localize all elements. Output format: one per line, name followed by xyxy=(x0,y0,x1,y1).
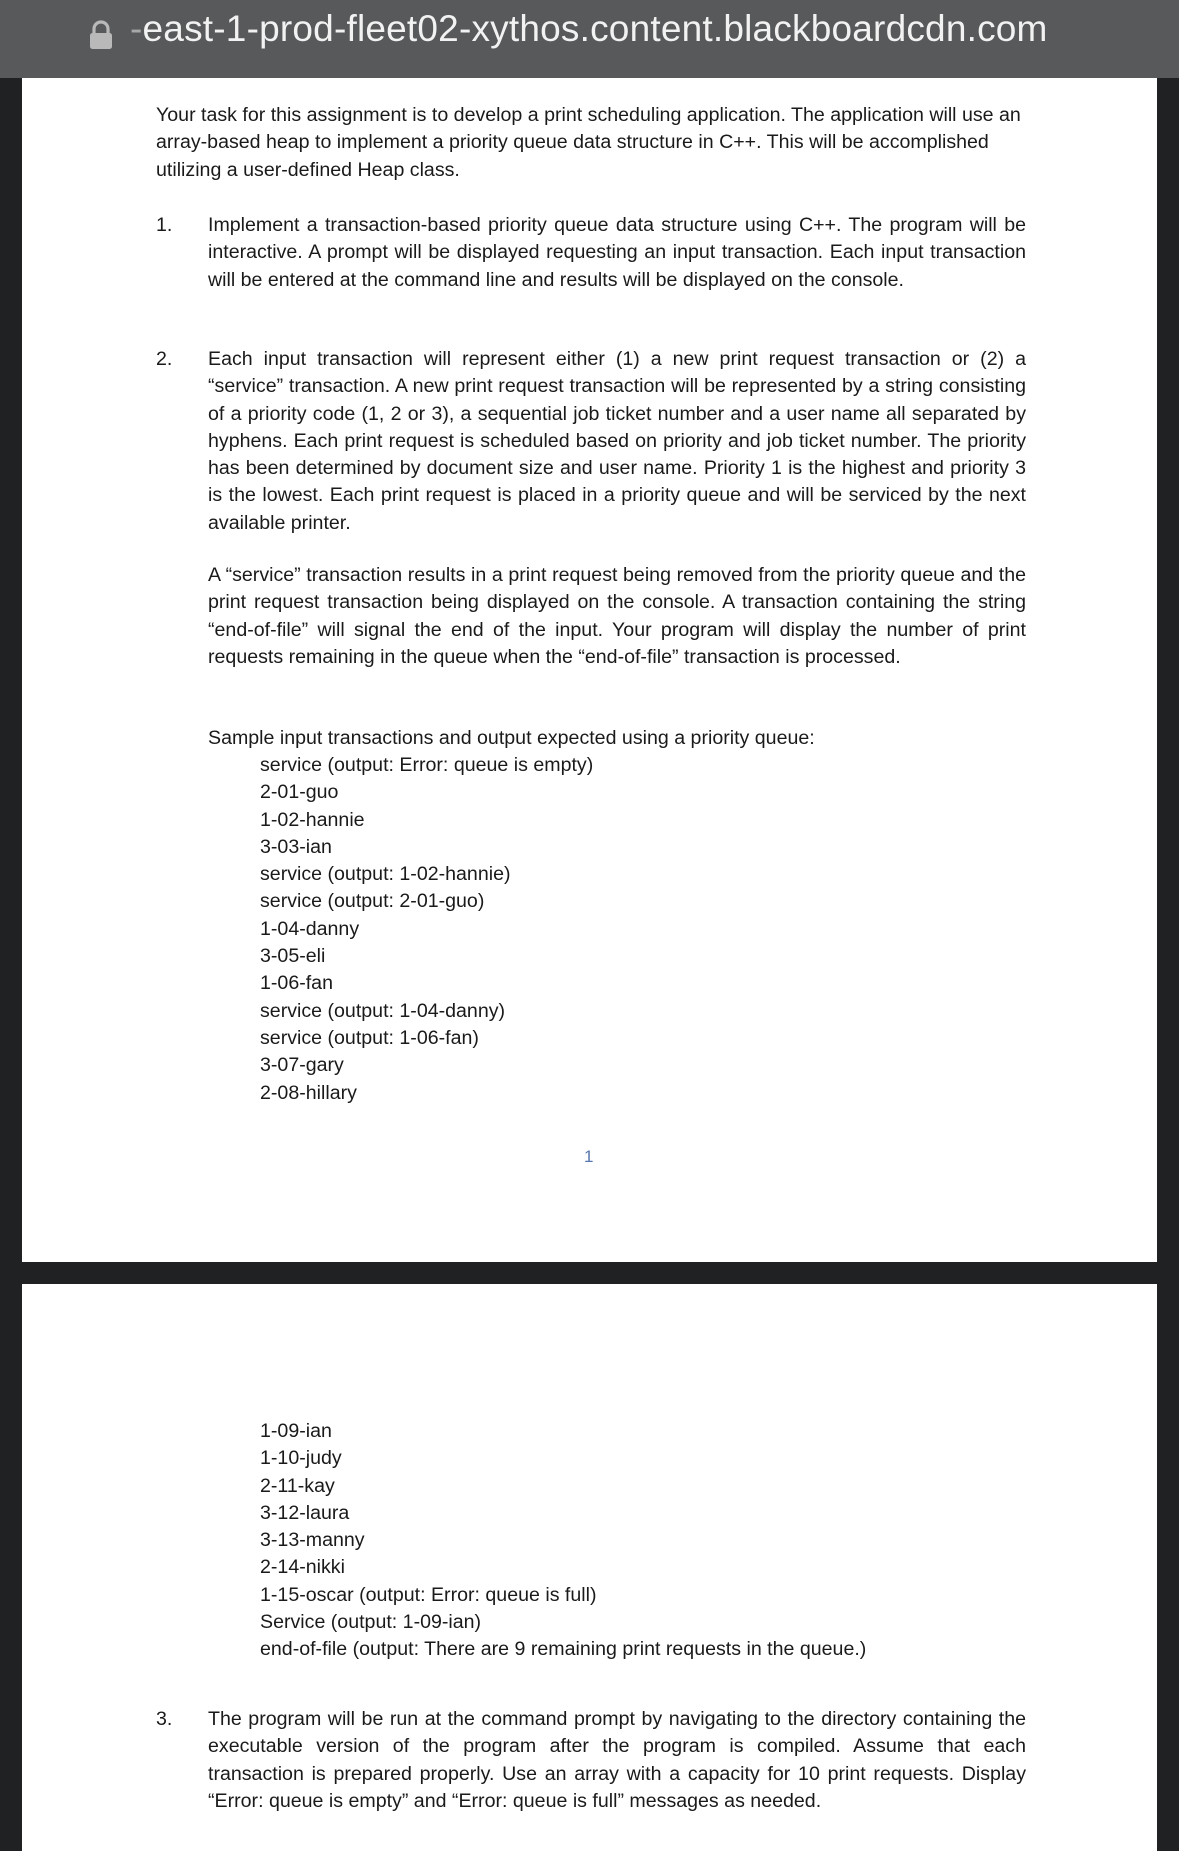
sample-line: 2-14-nikki xyxy=(260,1556,345,1579)
list-item-number: 1. xyxy=(156,214,173,236)
sample-list-page-1 xyxy=(260,752,1060,1107)
sample-line: 1-02-hannie xyxy=(260,808,365,831)
sample-line: 1-15-oscar (output: Error: queue is full) xyxy=(260,1583,597,1606)
url-text[interactable] xyxy=(130,8,1048,50)
sample-line: 3-05-eli xyxy=(260,945,326,968)
url-host: east-1-prod-fleet02-xythos.content.blackboardcdn.com xyxy=(142,8,1048,49)
sample-line: service (output: 1-04-danny) xyxy=(260,999,506,1022)
sample-line: 3-12-laura xyxy=(260,1501,350,1524)
url-prefix: - xyxy=(130,8,143,49)
list-item-text: Implement a transaction-based priority queue data structure using C++. The program will be interactive. A prompt will be displayed requesting an input transaction. Each input transaction will be entered at the command line and results will be displayed on the console. xyxy=(208,214,1026,291)
sample-line: end-of-file (output: There are 9 remaining print requests in the queue.) xyxy=(260,1638,867,1661)
intro-paragraph: Your task for this assignment is to develop a print scheduling application. The application will use an array-based heap to implement a priority queue data structure in C++. This will be accomplished utilizing a user-defined Heap class. xyxy=(156,104,1021,181)
document-page-2 xyxy=(22,1284,1157,1851)
sample-line: 3-03-ian xyxy=(260,835,332,858)
sample-line: 1-10-judy xyxy=(260,1447,342,1470)
sample-list-page-2 xyxy=(260,1418,1080,1664)
lock-icon xyxy=(88,20,114,50)
service-paragraph: A “service” transaction results in a print request being removed from the priority queue and the print request transaction being displayed on the console. A transaction containing the string “end-of-file” will signal the end of the input. Your program will display the number of print requests remaining in the queue when the “end-of-file” transaction is processed. xyxy=(208,564,1026,668)
sample-heading: Sample input transactions and output expected using a priority queue: xyxy=(208,727,815,749)
sample-line: service (output: Error: queue is empty) xyxy=(260,754,594,776)
sample-line: service (output: 2-01-guo) xyxy=(260,890,485,913)
list-item-text: Each input transaction will represent either (1) a new print request transaction or (2) a “service” transaction. A new print request transaction will be represented by a string consisting of a priority code (1, 2 or 3), a sequential job ticket number and a user name all separated by hyphens. Each print request is scheduled based on priority and job ticket number. The priority has been determined by document size and user name. Priority 1 is the highest and priority 3 is the lowest. Each print request is placed in a priority queue and will be serviced by the next available printer. xyxy=(208,348,1026,534)
sample-line: 2-08-hillary xyxy=(260,1081,357,1104)
list-item-number: 3. xyxy=(156,1708,173,1730)
sample-line: service (output: 1-02-hannie) xyxy=(260,863,511,886)
sample-line: 2-11-kay xyxy=(260,1474,335,1497)
list-item-number: 2. xyxy=(156,348,173,370)
sample-line: 3-13-manny xyxy=(260,1529,365,1552)
document-page-1 xyxy=(22,78,1157,1262)
sample-line: 1-06-fan xyxy=(260,972,333,995)
address-bar[interactable] xyxy=(0,0,1179,78)
sample-line: Service (output: 1-09-ian) xyxy=(260,1611,482,1634)
sample-line: 1-09-ian xyxy=(260,1420,332,1442)
sample-line: 1-04-danny xyxy=(260,917,360,940)
list-item-text: The program will be run at the command prompt by navigating to the directory containing the executable version of the program after the program is compiled. Assume that each transaction is prepared properly. Use an array with a capacity for 10 print requests. Display “Error: queue is empty” and “Error: queue is full” messages as needed. xyxy=(208,1708,1026,1812)
sample-line: 3-07-gary xyxy=(260,1054,344,1077)
sample-line: service (output: 1-06-fan) xyxy=(260,1026,479,1049)
sample-line: 2-01-guo xyxy=(260,781,339,804)
page-number: 1 xyxy=(584,1147,594,1166)
